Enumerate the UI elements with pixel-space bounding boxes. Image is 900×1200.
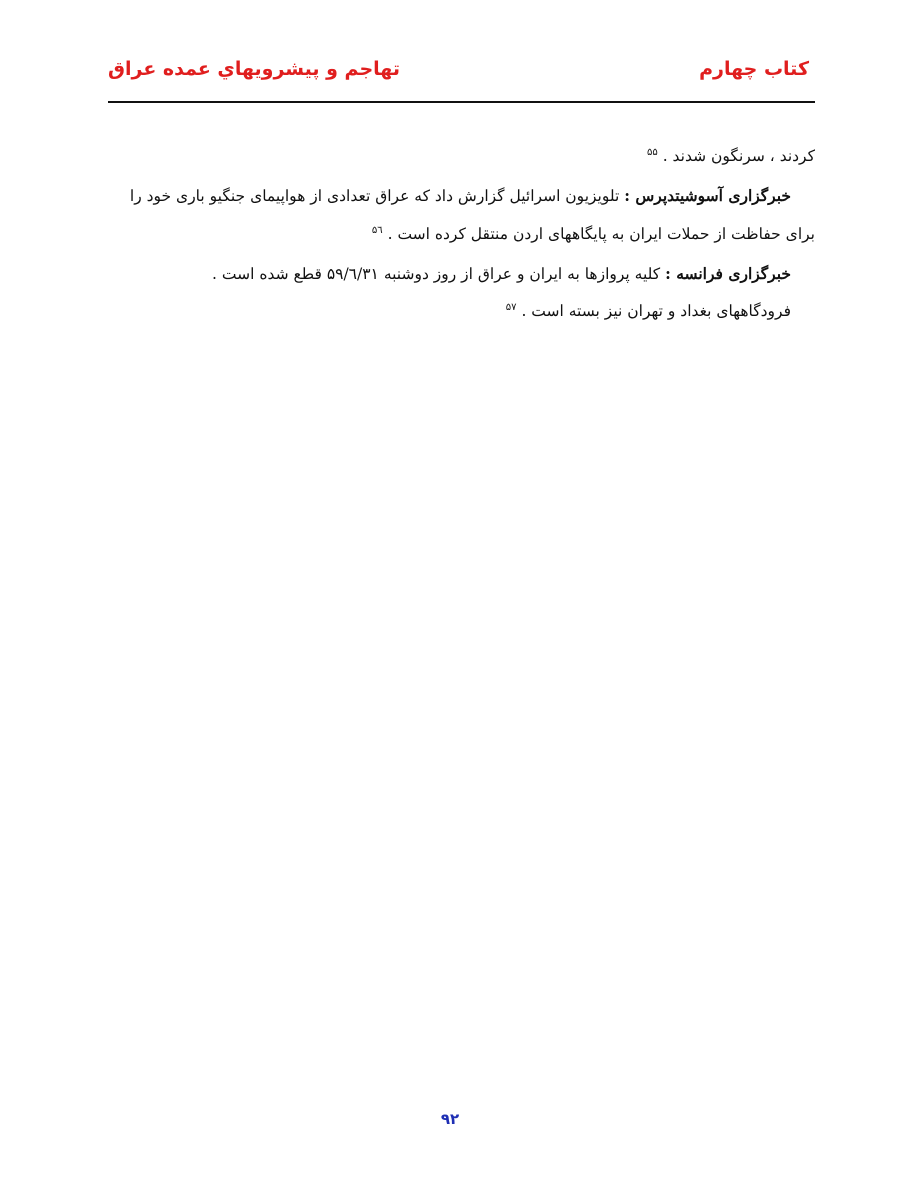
header-divider xyxy=(108,101,815,103)
paragraph-text: فرودگاههای بغداد و تهران نیز بسته است . xyxy=(521,302,791,320)
footnote-marker: ۵٦ xyxy=(371,224,383,236)
paragraph-text: کردند ، سرنگون شدند . xyxy=(662,147,815,165)
footnote-marker: ۵۷ xyxy=(505,301,517,313)
paragraph-line xyxy=(212,263,791,285)
news-agency-name: خبرگزاری فرانسه : xyxy=(665,264,791,283)
book-title: کتاب چهارم xyxy=(699,58,809,80)
paragraph-line xyxy=(130,185,791,207)
news-agency-name: خبرگزاری آسوشیتدپرس : xyxy=(624,186,791,205)
paragraph-text: برای حفاظت از حملات ایران به پایگاههای اردن منتقل کرده است . xyxy=(387,225,815,243)
paragraph-line xyxy=(647,145,815,167)
footnote-marker: ۵۵ xyxy=(647,146,658,158)
paragraph-line xyxy=(372,223,815,245)
paragraph-text: تلویزیون اسرائیل گزارش داد که عراق تعدادی از هواپیمای جنگیو باری خود را xyxy=(129,187,625,205)
page-number: ۹۲ xyxy=(440,1110,460,1128)
chapter-title: تهاجم و پیشرویهاي عمده عراق xyxy=(108,58,400,80)
page-header xyxy=(108,52,815,92)
paragraph-line xyxy=(506,300,791,322)
paragraph-text: کلیه پروازها به ایران و عراق از روز دوشنبه ۵۹/٦/۳۱ قطع شده است . xyxy=(212,265,666,283)
